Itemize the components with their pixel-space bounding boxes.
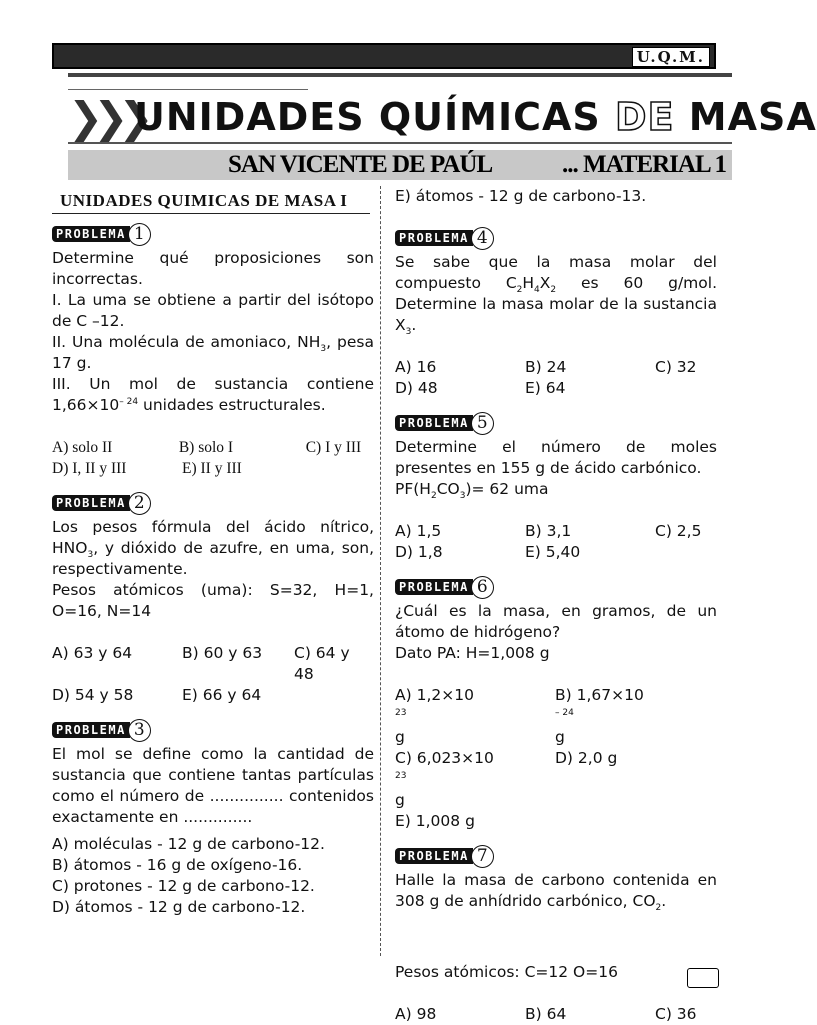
school-name: SAN VICENTE DE PAÚL <box>228 151 493 178</box>
option: A) $1,2\times 10^{23}g$ <box>395 686 474 746</box>
option: E) 1,008 g <box>395 812 475 830</box>
problem-header <box>395 226 717 250</box>
options-row <box>52 643 374 685</box>
problem-text: Determine qué proposiciones son incorrectas. <box>52 249 374 288</box>
problem-tag: PROBLEMA <box>395 579 473 595</box>
problem-data: Dato PA: H=1,008 g <box>395 644 550 662</box>
option: D) átomos - 12 g de carbono-12. <box>52 898 306 916</box>
option: D) 54 y 58 <box>52 686 134 704</box>
option: D) 2,0 g <box>555 749 618 767</box>
options-row <box>395 685 717 748</box>
title-underline <box>68 142 732 144</box>
right-column <box>395 186 717 1025</box>
problem-text: Determine el número de moles presentes en 155 g de ácido carbónico. <box>395 438 717 477</box>
option: C) 2,5 <box>655 522 702 540</box>
option: B) 60 y 63 <box>182 644 263 662</box>
problem-text: ¿Cuál es la masa, en gramos, de un átomo de hidrógeno? <box>395 602 717 641</box>
statement-i: I. La uma se obtiene a partir del isótopo de C –12. <box>52 291 374 330</box>
problem-header <box>395 575 717 599</box>
options-row <box>52 437 374 458</box>
problem-header <box>52 491 374 515</box>
problem-header <box>395 844 717 868</box>
problem-number: 3 <box>128 719 151 742</box>
problem-tag: PROBLEMA <box>395 848 473 864</box>
option: C) 32 <box>655 358 697 376</box>
option: A) moléculas - 12 g de carbono-12. <box>52 835 325 853</box>
option: B) 3,1 <box>525 522 572 540</box>
option: B) átomos - 16 g de oxígeno-16. <box>52 856 303 874</box>
option: C) I y III <box>305 439 362 456</box>
problem-header <box>52 718 374 742</box>
option: C) protones - 12 g de carbono-12. <box>52 877 315 895</box>
option: D) 1,8 <box>395 543 443 561</box>
problem-data: $PF(H_2CO_3)= 62$ uma <box>395 480 549 502</box>
problem-tag: PROBLEMA <box>395 415 473 431</box>
option: E) 66 y 64 <box>182 686 262 704</box>
top-bar <box>52 43 716 69</box>
chevron-icon: ❯❯❯ <box>68 93 144 142</box>
option: E) 5,40 <box>525 543 581 561</box>
problem-data: Pesos atómicos (uma): S=32, H=1, O=16, N=14 <box>52 581 374 620</box>
option: A) 98 <box>395 1005 437 1023</box>
problem-number: 6 <box>471 576 494 599</box>
left-column <box>52 190 374 918</box>
option: E) átomos - 12 g de carbono-13. <box>395 187 647 205</box>
uqm-badge: U.Q.M. <box>632 47 710 67</box>
material-label: ... MATERIAL 1 <box>561 151 726 178</box>
problem-tag: PROBLEMA <box>52 495 130 511</box>
options-row <box>52 685 374 706</box>
problem-number: 5 <box>471 412 494 435</box>
title-de: DE <box>615 95 675 139</box>
options-row <box>395 521 717 542</box>
banner <box>68 150 732 180</box>
section-title: UNIDADES QUIMICAS DE MASA I <box>52 190 370 214</box>
option: B) 64 <box>525 1005 567 1023</box>
problem-data: Pesos atómicos: C=12 O=16 <box>395 963 618 981</box>
option: C) 64 y 48 <box>294 644 350 683</box>
option: C) $6,023\times 10^{23}g$ <box>395 749 494 809</box>
option: A) 1,5 <box>395 522 442 540</box>
option: C) 36 <box>655 1005 697 1023</box>
option: D) 48 <box>395 379 438 397</box>
options-row <box>395 357 717 378</box>
page-title <box>134 92 817 142</box>
option: E) 64 <box>525 379 566 397</box>
header-thin-rule <box>68 89 308 90</box>
problem-number: 1 <box>128 223 151 246</box>
problem-number: 4 <box>471 227 494 250</box>
title-part1: UNIDADES QUÍMICAS <box>134 95 601 139</box>
option: D) I, II y III <box>52 460 127 477</box>
options-row <box>52 458 374 479</box>
title-part2: MASA <box>688 95 817 139</box>
options-row <box>395 542 717 563</box>
problem-text: El mol se define como la cantidad de sustancia que contiene tantas partículas como el número de ............... contenidos exactamente en .............. <box>52 745 374 826</box>
options-row <box>395 748 717 811</box>
option: A) 63 y 64 <box>52 644 133 662</box>
option: B) $1,67\times 10^{- 24}g$ <box>555 686 644 746</box>
problem-number: 7 <box>471 845 494 868</box>
option: E) II y III <box>182 460 242 477</box>
problem-text: Se sabe que la masa molar del compuesto $C_2H_4X_2$ es 60 g/mol. Determine la masa molar de la sustancia $X_3$. <box>395 253 717 338</box>
option: A) solo II <box>52 439 113 456</box>
problem-header <box>52 222 374 246</box>
statement-ii: II. Una molécula de amoniaco, $NH_3$, pesa 17 g. <box>52 333 374 372</box>
statement-iii: III. Un mol de sustancia contiene $1,66\times 10^{- 24}$ unidades estructurales. <box>52 375 374 414</box>
problem-number: 2 <box>128 492 151 515</box>
problem-text: Los pesos fórmula del ácido nítrico, $HNO_3$, y dióxido de azufre, en uma, son, respectivamente. <box>52 518 374 578</box>
option: B) 24 <box>525 358 567 376</box>
problem-text: Halle la masa de carbono contenida en 308 g de anhídrido carbónico, $CO_2$. <box>395 871 717 914</box>
header-rule <box>68 73 732 77</box>
column-divider <box>380 186 382 956</box>
title-row <box>68 92 817 142</box>
problem-tag: PROBLEMA <box>52 722 130 738</box>
option: A) 16 <box>395 358 437 376</box>
problem-tag: PROBLEMA <box>52 226 130 242</box>
problem-header <box>395 411 717 435</box>
page-number-box <box>687 968 719 988</box>
option: B) solo I <box>178 439 234 456</box>
problem-tag: PROBLEMA <box>395 230 473 246</box>
options-row <box>395 378 717 399</box>
options-row <box>395 1004 717 1025</box>
